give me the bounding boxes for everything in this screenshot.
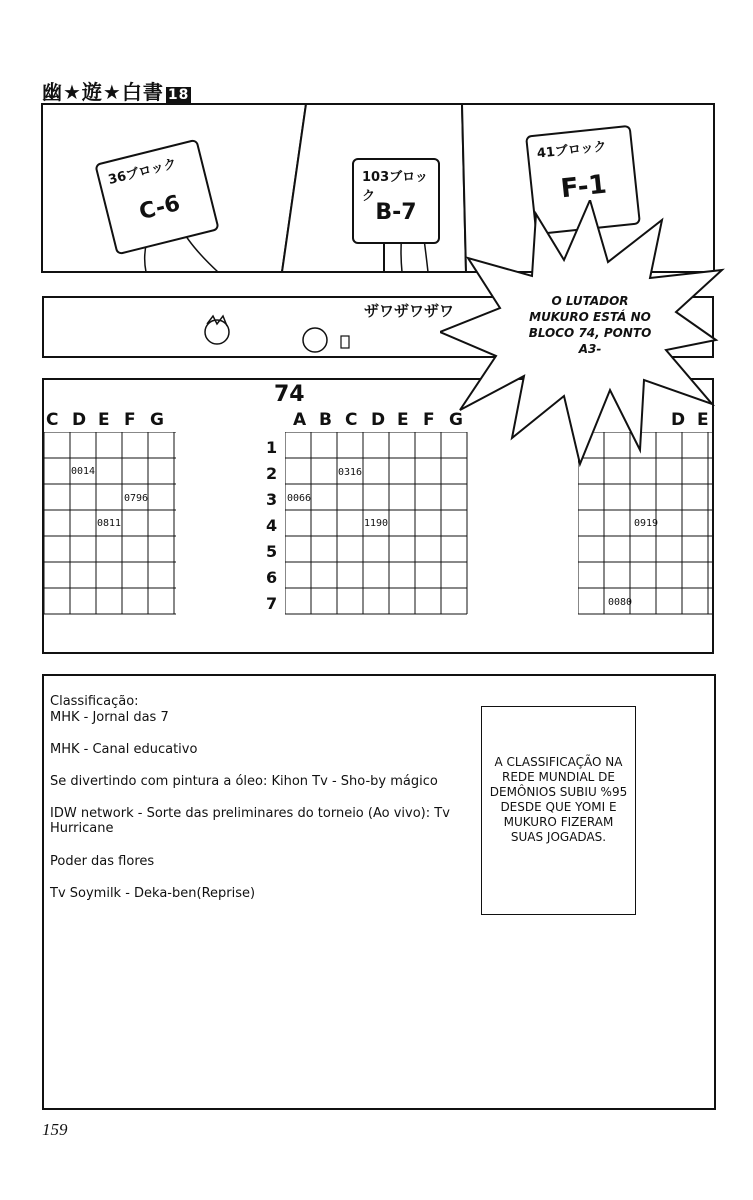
row-label: 3	[266, 490, 278, 509]
sign-code: B-7	[375, 200, 417, 225]
row-label: 1	[266, 438, 278, 457]
tv-listing-line: Tv Soymilk - Deka-ben(Reprise)	[50, 886, 256, 901]
series-title-text: 幽★遊★白書	[42, 80, 164, 104]
column-label: F	[124, 410, 136, 430]
seat-entry: 1190	[364, 518, 389, 529]
seat-entry: 0316	[338, 467, 363, 478]
speech-bubble-text: O LUTADOR MUKURO ESTÁ NO BLOCO 74, PONTO A3-	[528, 294, 652, 356]
sfx-text: ザワザワザワ	[364, 302, 455, 320]
crowd-heads	[195, 310, 365, 360]
sign-code: F-1	[559, 169, 609, 205]
seat-entry: 0919	[634, 518, 659, 529]
column-label: D	[671, 410, 686, 430]
seat-entry: 0796	[124, 493, 149, 504]
row-label: 7	[266, 594, 278, 613]
column-label: D	[371, 410, 386, 430]
row-label: 4	[266, 516, 278, 535]
sign-block-label: 41ブロック	[536, 139, 608, 162]
column-label: B	[319, 410, 332, 430]
rating-note-box	[481, 706, 636, 915]
volume-badge: 18	[167, 87, 190, 103]
column-label: C	[345, 410, 358, 430]
seat-entry: 0811	[97, 518, 122, 529]
column-label: E	[697, 410, 709, 430]
tv-listing-line: MHK - Jornal das 7	[50, 710, 169, 725]
rating-note-text: A CLASSIFICAÇÃO NA REDE MUNDIAL DE DEMÔNIOS SUBIU %95 DESDE QUE YOMI E MUKURO FIZERAM SUAS JOGADAS.	[489, 755, 628, 844]
row-label: 2	[266, 464, 278, 483]
tv-listing-line: Poder das flores	[50, 854, 155, 869]
row-label: 5	[266, 542, 278, 561]
column-label: G	[449, 410, 463, 430]
tv-listing-heading: Classificação:	[50, 694, 139, 709]
column-label: D	[72, 410, 87, 430]
tv-listing-line: IDW network - Sorte das preliminares do torneio (Ao vivo): Tv Hurricane	[50, 806, 450, 836]
sign-block-label: 103ブロック	[362, 170, 428, 204]
block-sign-2	[352, 158, 440, 244]
sign-code: C-6	[136, 191, 183, 226]
seat-entry: 0014	[71, 466, 96, 477]
column-label: A	[293, 410, 307, 430]
column-label: E	[98, 410, 110, 430]
tv-listing-line: Se divertindo com pintura a óleo: Kihon Tv - Sho-by mágico	[50, 774, 438, 789]
tv-listing-line: MHK - Canal educativo	[50, 742, 198, 757]
row-label: 6	[266, 568, 278, 587]
row-labels	[266, 438, 286, 620]
left-grid-columns	[46, 410, 176, 430]
page-number: 159	[42, 1120, 68, 1139]
seat-entry: 0066	[287, 493, 312, 504]
block-number: 74	[274, 382, 305, 407]
sign-block-label: 36ブロック	[106, 156, 179, 188]
column-label: F	[423, 410, 435, 430]
column-label: C	[46, 410, 59, 430]
column-label: E	[397, 410, 409, 430]
seat-entry: 0080	[608, 597, 633, 608]
column-label: G	[150, 410, 164, 430]
